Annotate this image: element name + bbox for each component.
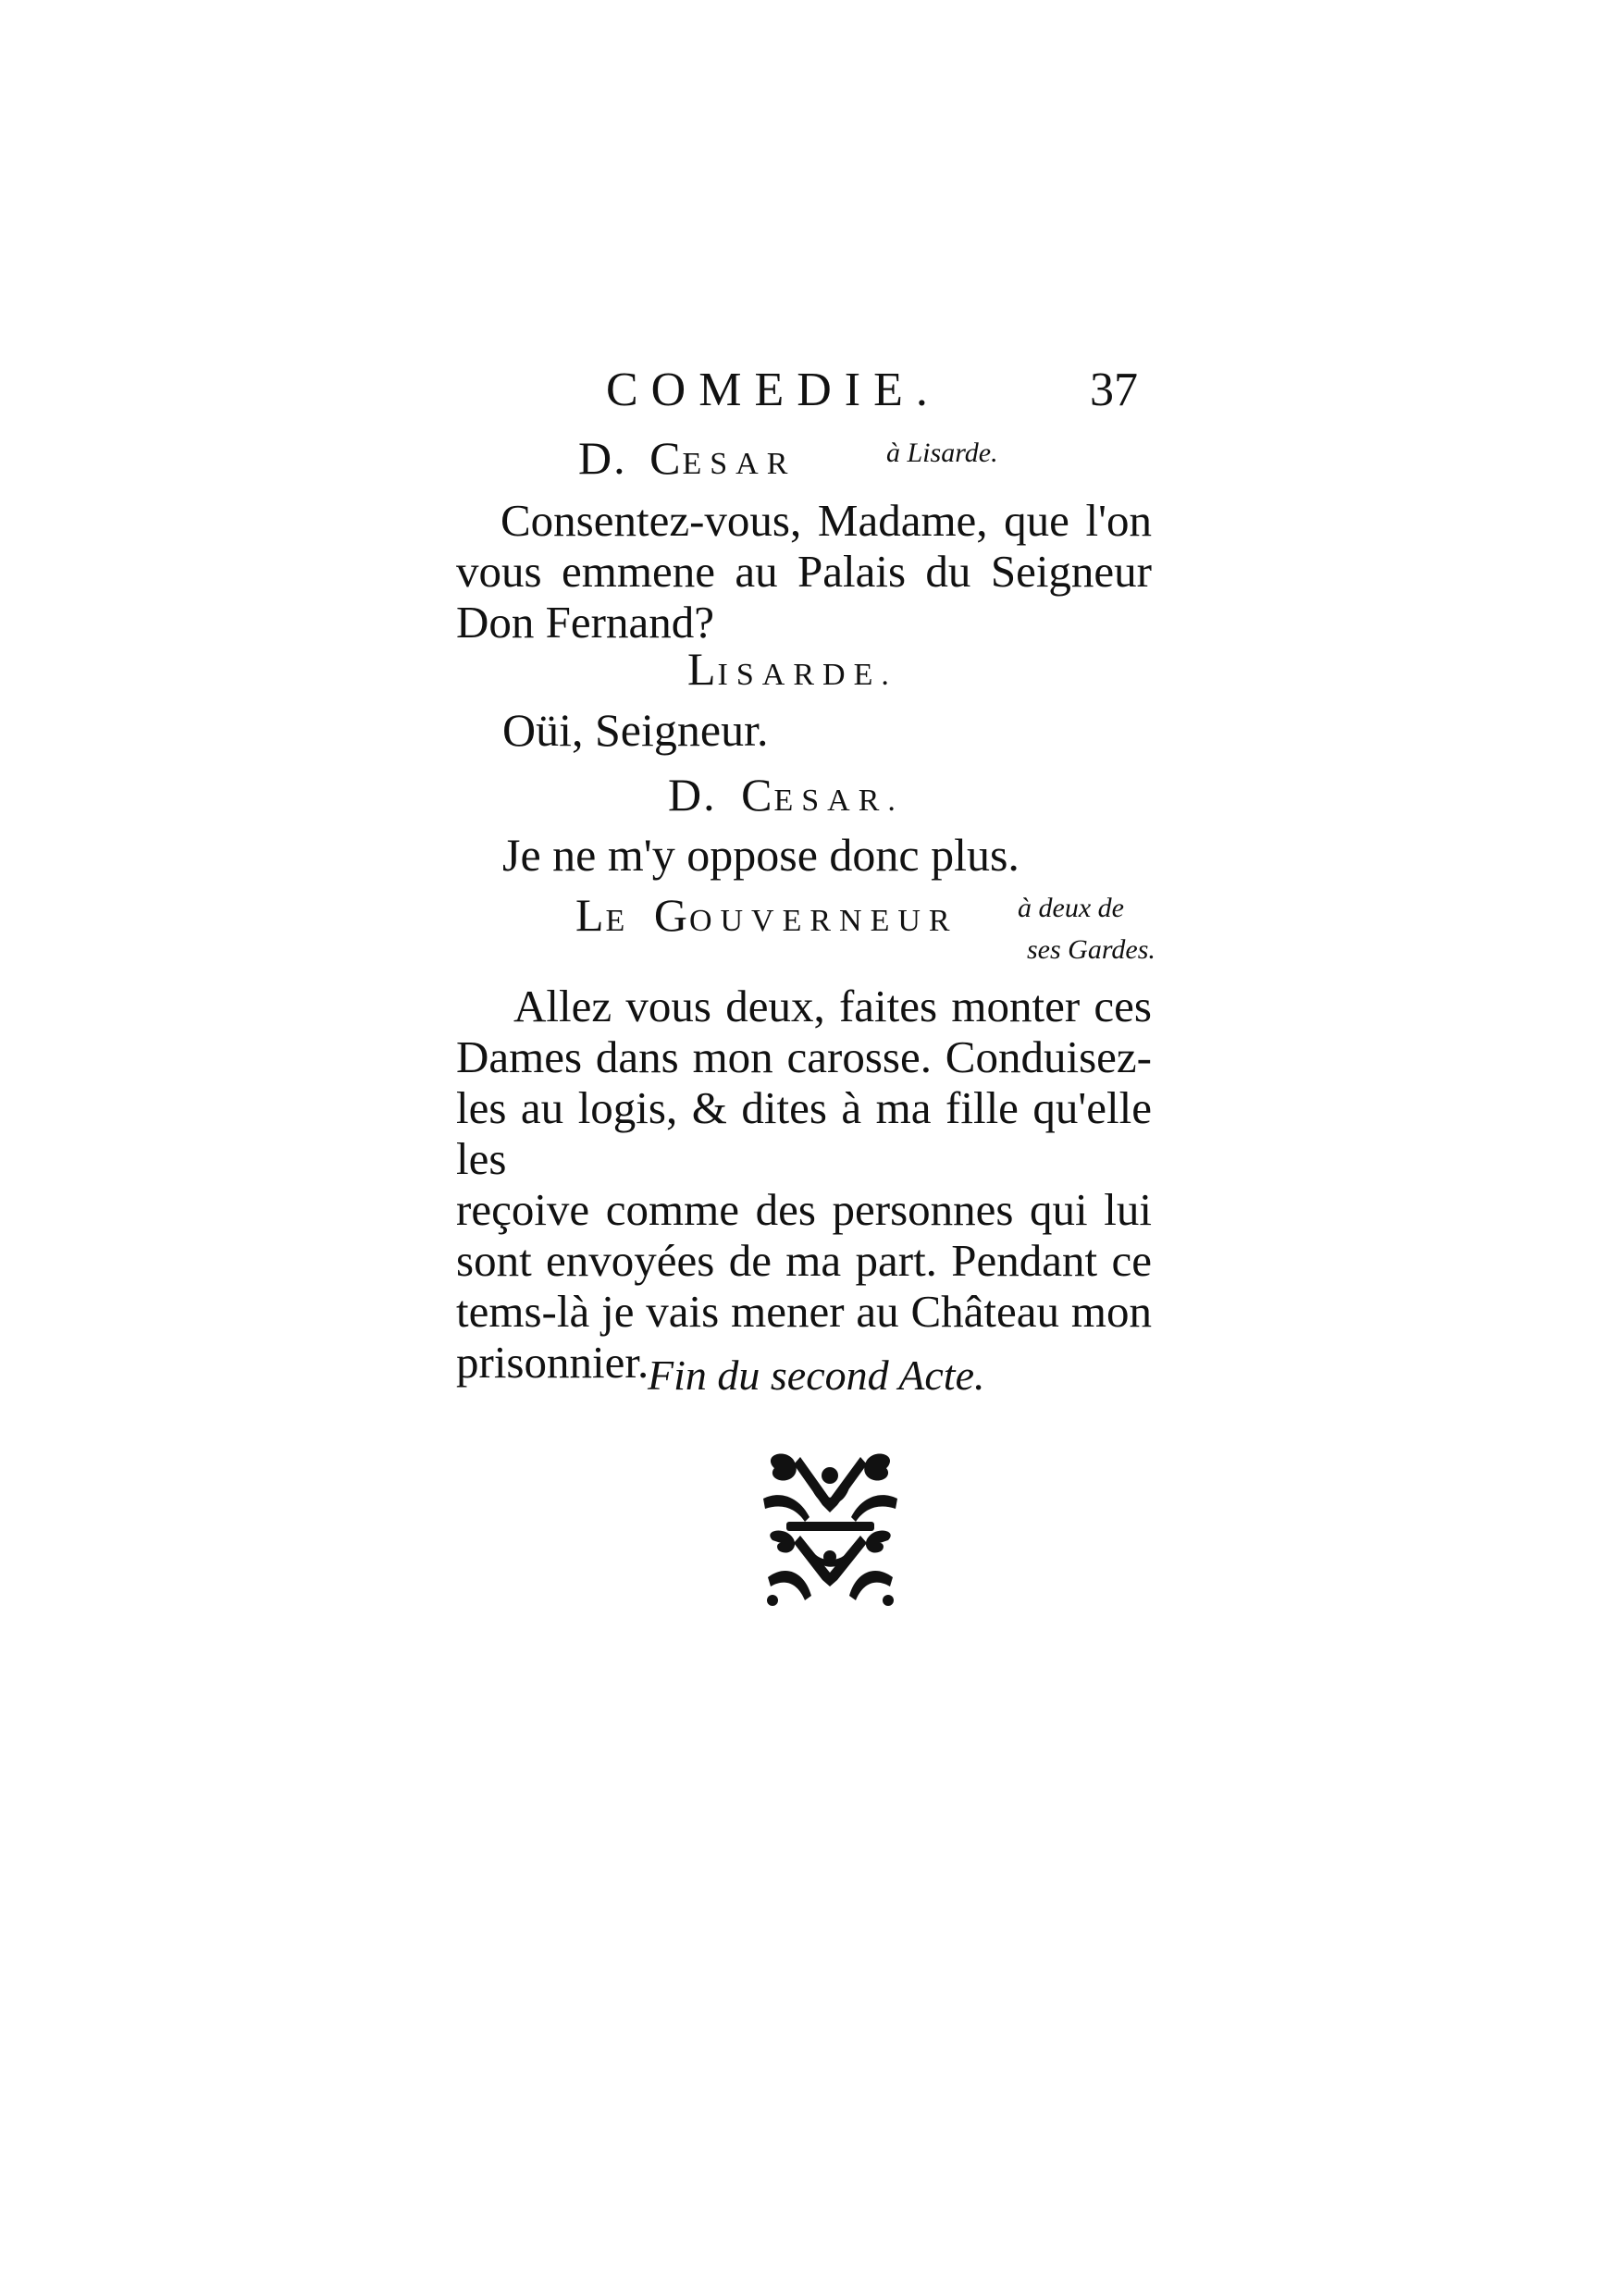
- speech-line: Oüi, Seigneur.: [502, 704, 769, 756]
- text-line: Consentez-vous, Madame, que l'on: [501, 495, 1152, 546]
- stage-direction: ses Gardes.: [1027, 934, 1156, 965]
- speaker-initial: L: [687, 643, 718, 695]
- text-line: sont envoyées de ma part. Pendant ce: [456, 1235, 1152, 1286]
- text-line: reçoive comme des personnes qui lui: [456, 1184, 1152, 1235]
- speech-paragraph-1: [456, 495, 1152, 648]
- speaker-d-cesar-2: [668, 768, 904, 821]
- text-line: les au logis, & dites à ma fille qu'elle les: [456, 1082, 1152, 1184]
- text-line: prisonnier.: [456, 1337, 649, 1388]
- speaker-name: ISARDE.: [717, 658, 897, 692]
- speaker-name: ESAR.: [773, 784, 904, 818]
- speaker-name: OUVERNEUR: [688, 904, 958, 938]
- running-title: COMEDIE.: [606, 364, 941, 416]
- end-of-act: Fin du second Acte.: [648, 1352, 985, 1399]
- speaker-initial: C: [741, 769, 774, 821]
- speaker-initial: L: [575, 889, 606, 941]
- speaker-name: E: [605, 904, 634, 938]
- stage-direction: à deux de: [1018, 893, 1124, 923]
- text-line: vous emmene au Palais du Seigneur: [456, 546, 1152, 597]
- fleuron-ornament-icon: [754, 1448, 907, 1610]
- speech-paragraph-4: [456, 981, 1152, 1388]
- speaker-initial: C: [649, 432, 683, 484]
- text-line: Allez vous deux, faites monter ces: [513, 981, 1152, 1031]
- speaker-lisarde: [687, 642, 897, 696]
- text-line: Dames dans mon carosse. Conduisez-: [456, 1031, 1152, 1082]
- speaker-initial: G: [653, 889, 689, 941]
- text-line: tems-là je vais mener au Château mon: [456, 1286, 1152, 1337]
- text-line: Don Fernand?: [456, 597, 714, 648]
- speaker-title: D.: [668, 769, 717, 821]
- speaker-title: D.: [578, 432, 627, 484]
- speaker-d-cesar-1: [578, 431, 796, 485]
- page-number: 37: [1090, 364, 1138, 416]
- speech-line: Je ne m'y oppose donc plus.: [502, 829, 1020, 881]
- speaker-le-gouverneur: [575, 888, 958, 942]
- stage-direction: à Lisarde.: [886, 438, 998, 468]
- speaker-name: ESAR: [682, 447, 797, 481]
